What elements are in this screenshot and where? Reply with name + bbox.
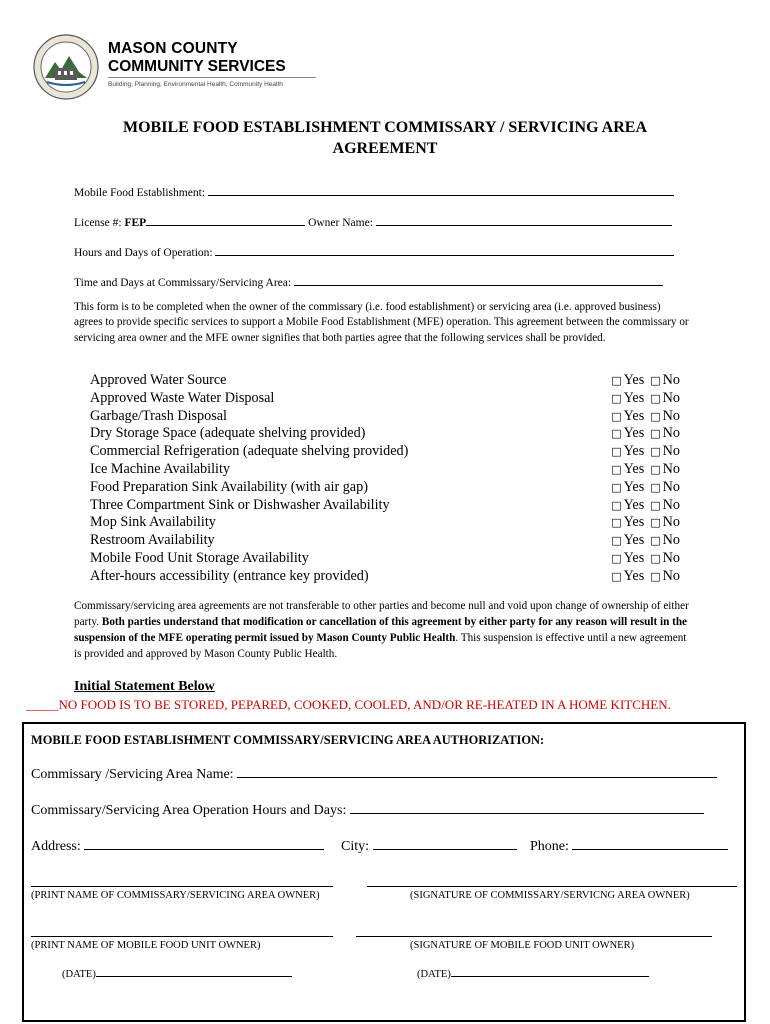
commissary-name-input[interactable] <box>237 765 717 778</box>
no-label: No <box>662 389 680 406</box>
no-label: No <box>662 407 680 424</box>
checkbox-icon[interactable]: □ <box>611 516 622 530</box>
sig-commissary-owner-line[interactable] <box>367 886 737 887</box>
yes-label: Yes <box>623 389 645 406</box>
phone-input[interactable] <box>572 837 728 850</box>
sig-mfu-owner-line[interactable] <box>356 936 712 937</box>
checkbox-icon[interactable]: □ <box>650 480 661 494</box>
date-field-left <box>62 966 292 980</box>
print-commissary-owner-line[interactable] <box>31 886 333 887</box>
checklist-item-label: Three Compartment Sink or Dishwasher Availability <box>90 496 390 513</box>
header-divider <box>108 77 316 78</box>
yes-no-options <box>611 514 680 532</box>
checklist-item-label: Mobile Food Unit Storage Availability <box>90 549 309 566</box>
address-input[interactable] <box>84 837 324 850</box>
checkbox-icon[interactable]: □ <box>650 498 661 512</box>
owner-input[interactable] <box>376 213 672 226</box>
yes-option[interactable] <box>611 425 644 443</box>
checkbox-icon[interactable]: □ <box>650 534 661 548</box>
checklist-item-label: Ice Machine Availability <box>90 460 230 477</box>
checklist-item-label: Dry Storage Space (adequate shelving provided) <box>90 425 366 442</box>
yes-option[interactable] <box>611 372 644 390</box>
checklist-row <box>90 390 680 408</box>
date-input-left[interactable] <box>96 966 292 977</box>
checklist-item-label: Mop Sink Availability <box>90 514 216 531</box>
no-label: No <box>662 567 680 584</box>
no-option[interactable] <box>650 479 680 497</box>
license-owner-field <box>74 213 672 229</box>
no-option[interactable] <box>650 497 680 515</box>
yes-option[interactable] <box>611 390 644 408</box>
license-label: License #: <box>74 217 122 229</box>
checklist-row <box>90 372 680 390</box>
org-name-line1: MASON COUNTY <box>108 40 238 57</box>
checkbox-icon[interactable]: □ <box>611 551 622 565</box>
checklist-item-label: Approved Waste Water Disposal <box>90 389 275 406</box>
yes-option[interactable] <box>611 514 644 532</box>
no-label: No <box>662 372 680 388</box>
commissary-time-label: Time and Days at Commissary/Servicing Area: <box>74 277 292 289</box>
checkbox-icon[interactable]: □ <box>650 391 661 405</box>
transfer-text-end: . This suspension is effective until a new agreement is provided and approved by Mason County Public Health. <box>74 632 687 660</box>
checkbox-icon[interactable]: □ <box>611 409 622 423</box>
yes-no-options <box>611 479 680 497</box>
no-label: No <box>662 532 680 549</box>
yes-label: Yes <box>623 460 645 477</box>
checkbox-icon[interactable]: □ <box>650 427 661 441</box>
city-label: City: <box>341 839 370 854</box>
no-option[interactable] <box>650 443 680 461</box>
address-field <box>31 837 324 855</box>
checkbox-icon[interactable]: □ <box>611 462 622 476</box>
yes-label: Yes <box>623 532 645 549</box>
checkbox-icon[interactable]: □ <box>611 445 622 459</box>
commissary-name-label: Commissary /Servicing Area Name: <box>31 767 234 782</box>
checklist-item-label: Commercial Refrigeration (adequate shelving provided) <box>90 443 409 460</box>
sig-commissary-owner-caption: (SIGNATURE OF COMMISSARY/SERVICNG AREA OWNER) <box>410 890 690 901</box>
yes-no-options <box>611 568 680 586</box>
checklist-row <box>90 408 680 426</box>
date-label-left: (DATE) <box>62 969 96 980</box>
yes-no-options <box>611 408 680 426</box>
org-name-line2: COMMUNITY SERVICES <box>108 58 286 75</box>
checkbox-icon[interactable]: □ <box>650 569 661 583</box>
checkbox-icon[interactable]: □ <box>611 569 622 583</box>
checklist-row <box>90 443 680 461</box>
no-option[interactable] <box>650 532 680 550</box>
date-input-right[interactable] <box>451 966 649 977</box>
commissary-hours-label: Commissary/Servicing Area Operation Hours and Days: <box>31 803 347 818</box>
checklist-row <box>90 532 680 550</box>
checkbox-icon[interactable]: □ <box>611 427 622 441</box>
city-field <box>341 837 517 855</box>
yes-label: Yes <box>623 514 645 531</box>
phone-field <box>530 837 728 855</box>
checklist-item-label: Food Preparation Sink Availability (with air gap) <box>90 478 368 495</box>
yes-option[interactable] <box>611 550 644 568</box>
checklist-item-label: Approved Water Source <box>90 372 227 388</box>
yes-label: Yes <box>623 549 645 566</box>
intro-paragraph: This form is to be completed when the owner of the commissary (i.e. food establishment) or servicing area (i.e. approved business) agrees to provide specific services to support a Mobile Food Establishment (MFE) operation. This agreement between the commissary or servicing area owner and the MFE owner signifies that both parties agree that the following services shall be provided. <box>74 301 689 344</box>
initial-blank[interactable]: _____ <box>26 697 59 712</box>
yes-label: Yes <box>623 407 645 424</box>
initial-statement-text: NO FOOD IS TO BE STORED, PEPARED, COOKED, COOLED, AND/OR RE-HEATED IN A HOME KITCHEN. <box>58 697 671 712</box>
establishment-input[interactable] <box>208 183 674 196</box>
yes-option[interactable] <box>611 479 644 497</box>
no-label: No <box>662 460 680 477</box>
checklist-row <box>90 568 680 586</box>
services-checklist <box>90 372 680 586</box>
commissary-name-field <box>31 765 717 783</box>
no-option[interactable] <box>650 372 680 390</box>
no-option[interactable] <box>650 514 680 532</box>
no-option[interactable] <box>650 461 680 479</box>
no-label: No <box>662 549 680 566</box>
checkbox-icon[interactable]: □ <box>650 516 661 530</box>
no-label: No <box>662 496 680 513</box>
commissary-hours-input[interactable] <box>350 801 704 814</box>
license-input[interactable] <box>146 213 305 226</box>
commissary-time-input[interactable] <box>294 273 663 286</box>
yes-option[interactable] <box>611 443 644 461</box>
title-line1: MOBILE FOOD ESTABLISHMENT COMMISSARY / SERVICING AREA <box>123 119 647 136</box>
initial-heading: Initial Statement Below <box>74 679 215 694</box>
phone-label: Phone: <box>530 839 569 854</box>
authorization-title: MOBILE FOOD ESTABLISHMENT COMMISSARY/SERVICING AREA AUTHORIZATION: <box>31 733 545 747</box>
yes-option[interactable] <box>611 568 644 586</box>
checkbox-icon[interactable]: □ <box>650 445 661 459</box>
checkbox-icon[interactable]: □ <box>650 462 661 476</box>
county-seal-icon <box>33 34 99 100</box>
yes-label: Yes <box>623 496 645 513</box>
no-label: No <box>662 425 680 442</box>
address-label: Address: <box>31 839 81 854</box>
checkbox-icon[interactable]: □ <box>611 391 622 405</box>
checkbox-icon[interactable]: □ <box>650 374 661 387</box>
establishment-label: Mobile Food Establishment: <box>74 187 205 199</box>
checklist-row <box>90 550 680 568</box>
no-label: No <box>662 478 680 495</box>
hours-input[interactable] <box>215 243 674 256</box>
yes-label: Yes <box>623 478 645 495</box>
checkbox-icon[interactable]: □ <box>611 498 622 512</box>
commissary-hours-field <box>31 801 704 819</box>
yes-option[interactable] <box>611 461 644 479</box>
checkbox-icon[interactable]: □ <box>611 374 622 387</box>
no-label: No <box>662 443 680 460</box>
print-commissary-owner-caption: (PRINT NAME OF COMMISSARY/SERVICING AREA OWNER) <box>31 890 320 901</box>
print-mfu-owner-line[interactable] <box>31 936 333 937</box>
date-field-right <box>417 966 649 980</box>
checklist-row <box>90 514 680 532</box>
checklist-row <box>90 479 680 497</box>
page-title <box>60 117 710 159</box>
yes-no-options <box>611 550 680 568</box>
sig-mfu-owner-caption: (SIGNATURE OF MOBILE FOOD UNIT OWNER) <box>410 940 635 951</box>
yes-no-options <box>611 390 680 408</box>
checkbox-icon[interactable]: □ <box>611 534 622 548</box>
print-mfu-owner-caption: (PRINT NAME OF MOBILE FOOD UNIT OWNER) <box>31 940 261 951</box>
yes-no-options <box>611 443 680 461</box>
initial-statement <box>26 697 671 713</box>
yes-label: Yes <box>623 443 645 460</box>
hours-field <box>74 243 674 259</box>
yes-no-options <box>611 532 680 550</box>
date-label-right: (DATE) <box>417 969 451 980</box>
transfer-text: Commissary/servicing area agreements are not transferable to other parties and become null and void upon change of ownership of either party. <box>74 600 689 628</box>
checkbox-icon[interactable]: □ <box>650 551 661 565</box>
checkbox-icon[interactable]: □ <box>650 409 661 423</box>
yes-label: Yes <box>623 372 645 388</box>
checkbox-icon[interactable]: □ <box>611 480 622 494</box>
city-input[interactable] <box>373 837 517 850</box>
no-label: No <box>662 514 680 531</box>
no-option[interactable] <box>650 568 680 586</box>
checklist-row <box>90 497 680 515</box>
transfer-bold-text: Both parties understand that modification or cancellation of this agreement by either party for any reason will result in the suspension of the MFE operating permit issued by Mason County Public Health <box>74 616 688 644</box>
org-tagline: Building, Planning, Environmental Health, Community Health <box>108 81 283 88</box>
yes-no-options <box>611 372 680 390</box>
no-option[interactable] <box>650 425 680 443</box>
title-line2: AGREEMENT <box>332 140 438 157</box>
transfer-paragraph <box>74 598 690 662</box>
yes-no-options <box>611 461 680 479</box>
checklist-row <box>90 461 680 479</box>
owner-label: Owner Name: <box>308 217 373 229</box>
checklist-row <box>90 425 680 443</box>
no-option[interactable] <box>650 550 680 568</box>
checklist-item-label: After-hours accessibility (entrance key provided) <box>90 567 369 584</box>
yes-option[interactable] <box>611 497 644 515</box>
yes-label: Yes <box>623 425 645 442</box>
checklist-item-label: Garbage/Trash Disposal <box>90 407 227 424</box>
no-option[interactable] <box>650 390 680 408</box>
establishment-field <box>74 183 674 199</box>
checklist-item-label: Restroom Availability <box>90 532 215 549</box>
commissary-time-field <box>74 273 663 289</box>
yes-option[interactable] <box>611 532 644 550</box>
hours-label: Hours and Days of Operation: <box>74 247 213 259</box>
no-option[interactable] <box>650 408 680 426</box>
yes-no-options <box>611 497 680 515</box>
yes-no-options <box>611 425 680 443</box>
yes-option[interactable] <box>611 408 644 426</box>
yes-label: Yes <box>623 567 645 584</box>
license-prefix: FEP <box>124 217 147 229</box>
